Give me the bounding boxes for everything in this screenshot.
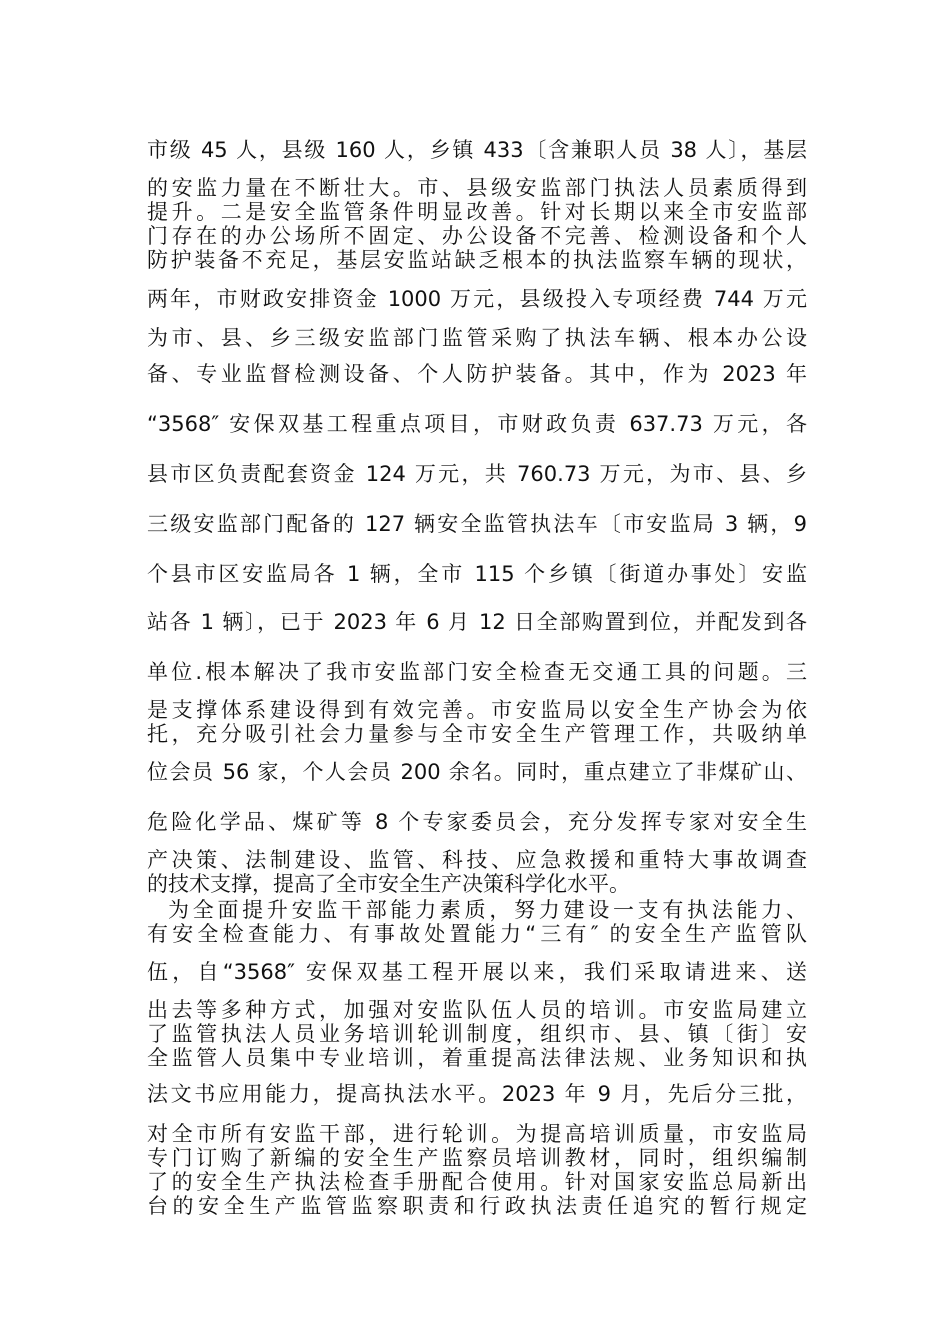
text-line: 位会员 56 家，个人会员 200 余名。同时，重点建立了非煤矿山、 [147,760,807,784]
text-line: 个县市区安监局各 1 辆，全市 115 个乡镇〔街道办事处〕安监 [147,562,807,586]
text-line: 备、专业监督检测设备、个人防护装备。其中，作为 2023 年 [147,362,807,386]
text-line: 防护装备不充足，基层安监站缺乏根本的执法监察车辆的现状， [147,248,807,272]
text-line: 全监管人员集中专业培训，着重提高法律法规、业务知识和执 [147,1046,807,1070]
text-line: 两年，市财政安排资金 1000 万元，县级投入专项经费 744 万元 [147,287,807,311]
text-line: “3568″ 安保双基工程重点项目，市财政负责 637.73 万元，各 [147,412,807,436]
text-line: 危险化学品、煤矿等 8 个专家委员会，充分发挥专家对安全生 [147,810,807,834]
text-line: 台的安全生产监管监察职责和行政执法责任追究的暂行规定 [147,1194,807,1218]
text-line: 专门订购了新编的安全生产监察员培训教材，同时，组织编制 [147,1146,807,1170]
text-line: 了监管执法人员业务培训轮训制度，组织市、县、镇〔街〕安 [147,1022,807,1046]
text-line: 托，充分吸引社会力量参与全市安全生产管理工作，共吸纳单 [147,722,807,746]
text-line: 县市区负责配套资金 124 万元，共 760.73 万元，为市、县、乡 [147,462,807,486]
paragraph-first-line: 为全面提升安监干部能力素质，努力建设一支有执法能力、 [168,898,807,922]
text-line: 单位.根本解决了我市安监部门安全检查无交通工具的问题。三 [147,660,807,684]
text-line: 门存在的办公场所不固定、办公设备不完善、检测设备和个人 [147,224,807,248]
text-line: 为市、县、乡三级安监部门监管采购了执法车辆、根本办公设 [147,326,807,350]
text-line: 了的安全生产执法检查手册配合使用。针对国家安监总局新出 [147,1170,807,1194]
text-line: 法文书应用能力，提高执法水平。2023 年 9 月，先后分三批， [147,1082,807,1106]
text-line: 的安监力量在不断壮大。市、县级安监部门执法人员素质得到 [147,176,807,200]
text-line: 伍，自“3568″ 安保双基工程开展以来，我们采取请进来、送 [147,960,807,984]
text-line: 有安全检查能力、有事故处置能力“三有″ 的安全生产监管队 [147,922,807,946]
text-line: 对全市所有安监干部，进行轮训。为提高培训质量，市安监局 [147,1122,807,1146]
text-line: 是支撑体系建设得到有效完善。市安监局以安全生产协会为依 [147,698,807,722]
text-line: 市级 45 人，县级 160 人，乡镇 433〔含兼职人员 38 人〕，基层 [147,138,807,162]
text-line: 产决策、法制建设、监管、科技、应急救援和重特大事故调查 [147,848,807,872]
text-line: 三级安监部门配备的 127 辆安全监管执法车〔市安监局 3 辆，9 [147,512,807,536]
text-line: 的技术支撑，提高了全市安全生产决策科学化水平。 [147,872,630,896]
text-line: 站各 1 辆〕，已于 2023 年 6 月 12 日全部购置到位，并配发到各 [147,610,807,634]
text-line: 出去等多种方式，加强对安监队伍人员的培训。市安监局建立 [147,998,807,1022]
text-line: 提升。二是安全监管条件明显改善。针对长期以来全市安监部 [147,200,807,224]
